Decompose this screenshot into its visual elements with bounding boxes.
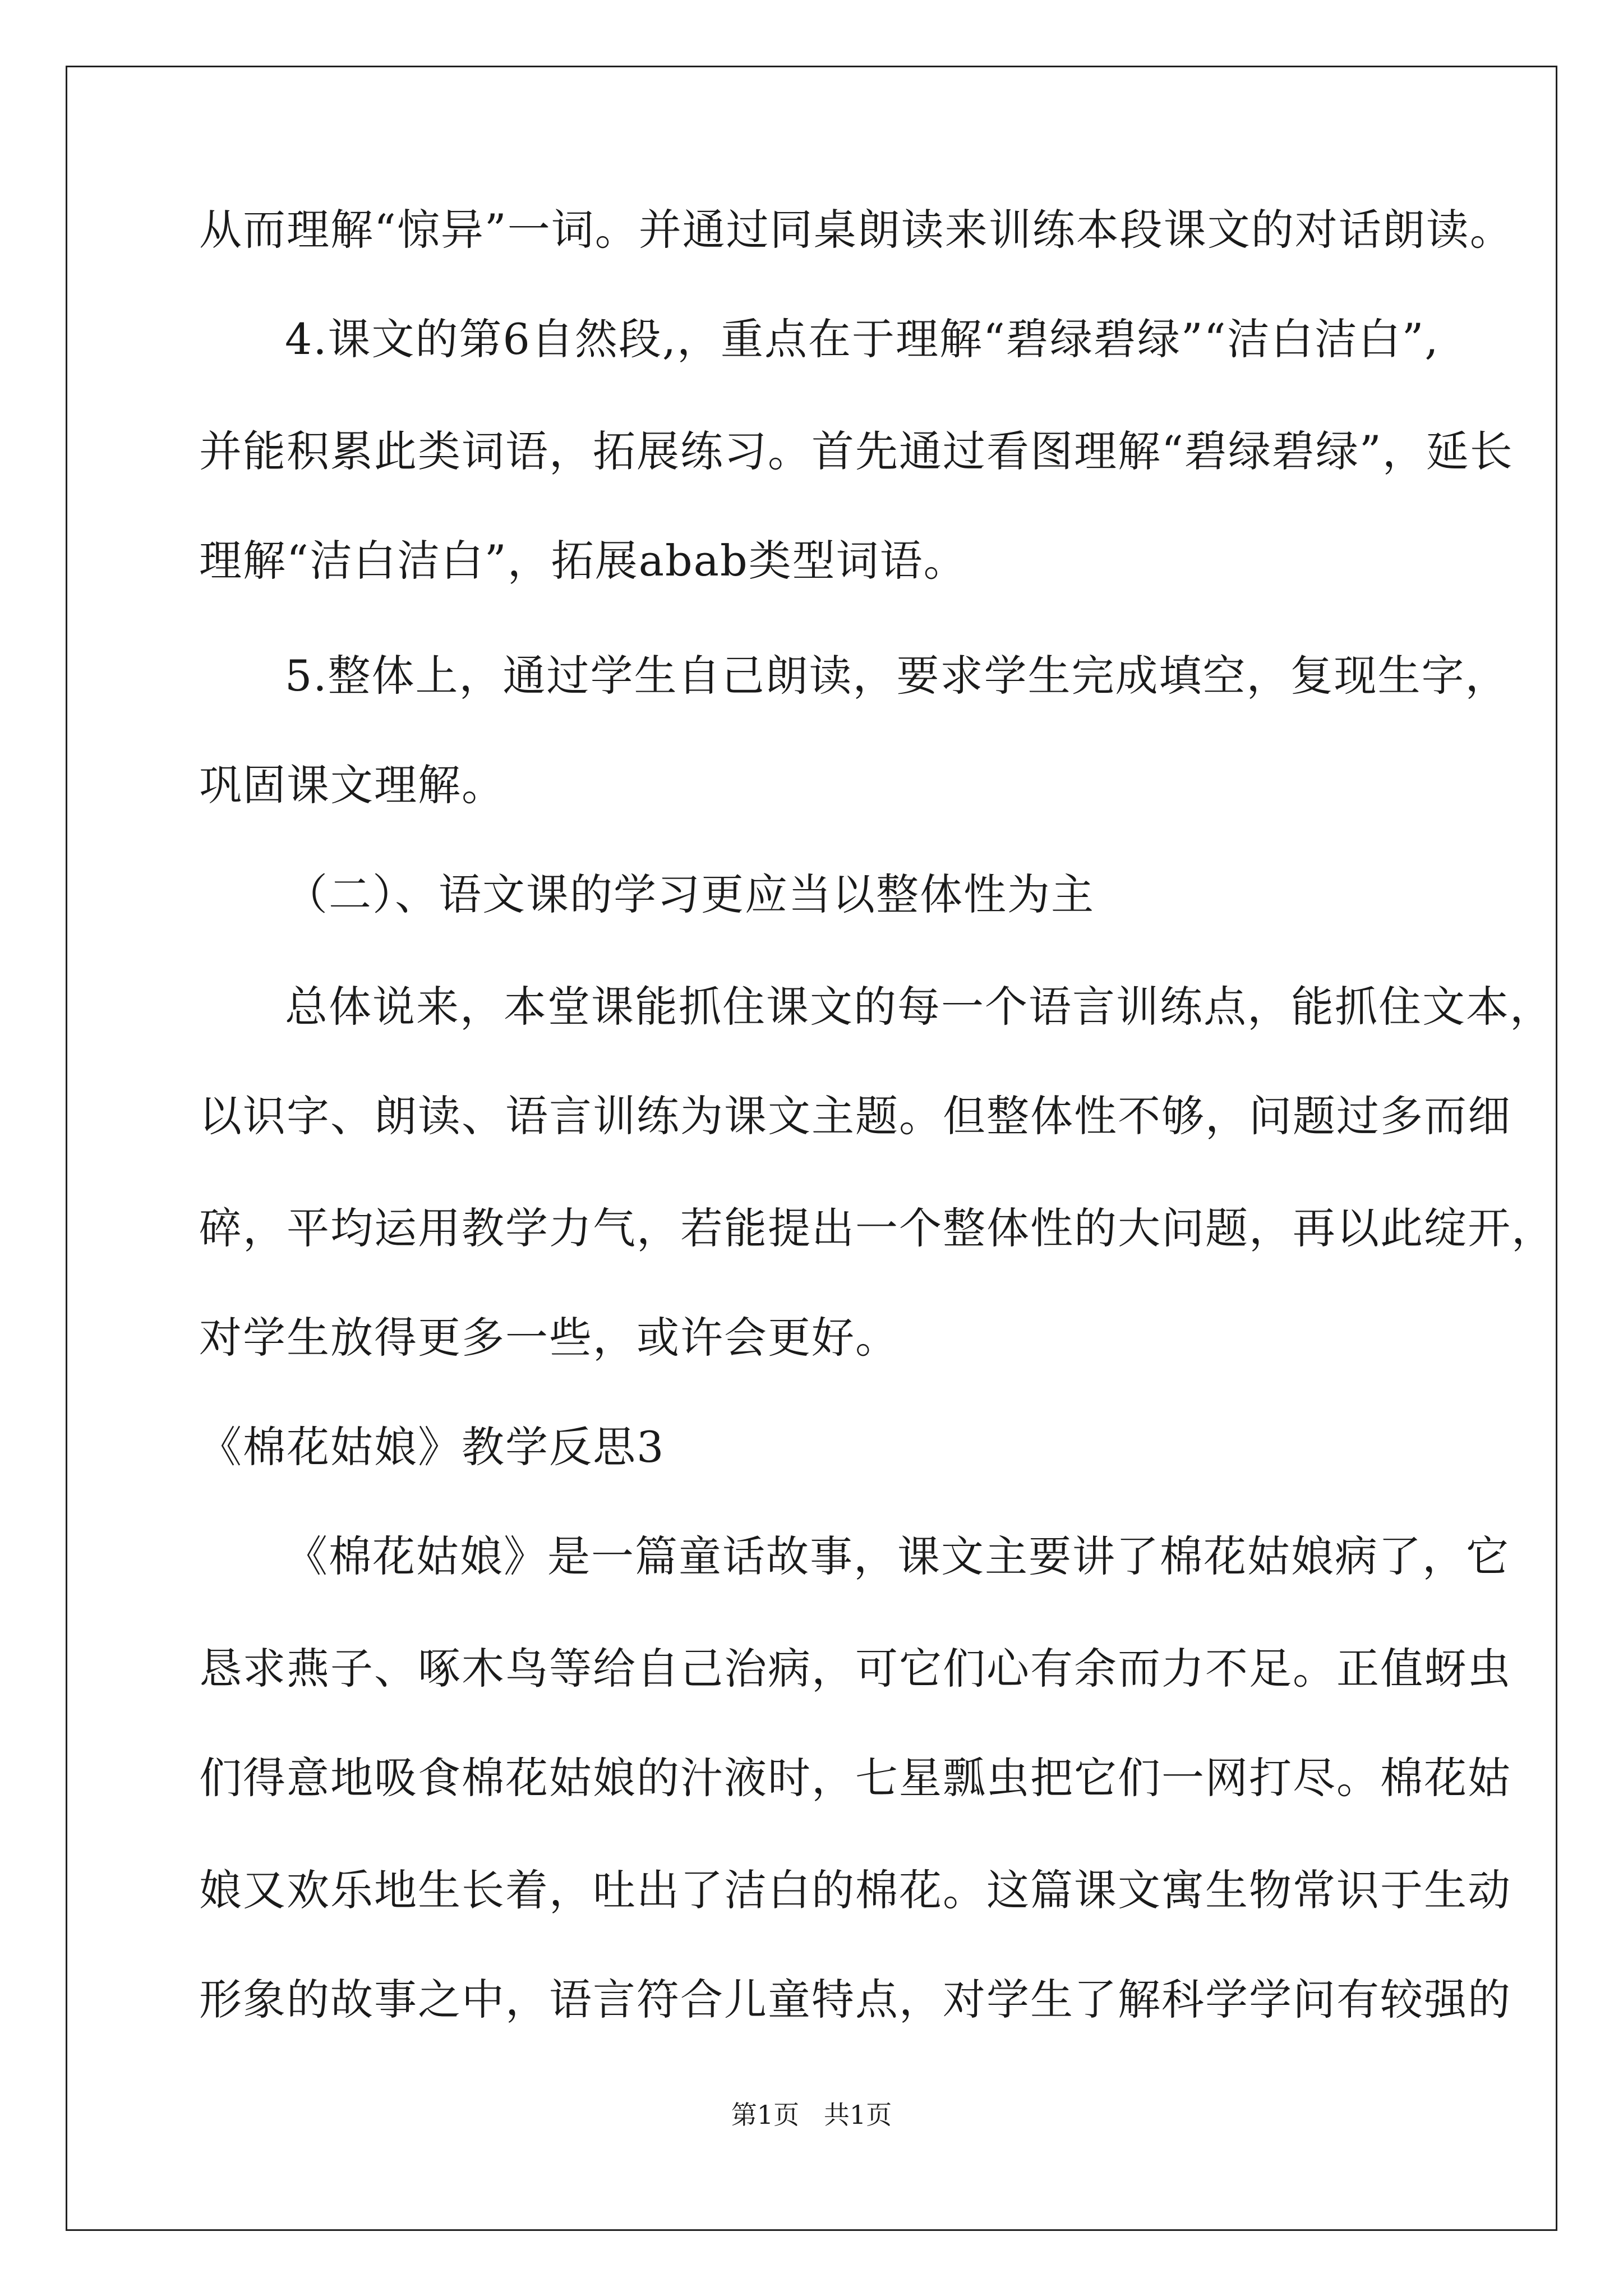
paragraph-line: 5.整体上，通过学生自己朗读，要求学生完成填空，复现生字， (285, 651, 1509, 701)
section-heading: （二）、语文课的学习更应当以整体性为主 (285, 869, 1095, 919)
paragraph-line: 巩固课文理解。 (199, 760, 505, 810)
paragraph-line: 总体说来，本堂课能抓住课文的每一个语言训练点，能抓住文本， (285, 982, 1553, 1032)
paragraph-line: 《棉花姑娘》是一篇童话故事，课文主要讲了棉花姑娘病了，它 (285, 1531, 1510, 1581)
paragraph-line: 并能积累此类词语，拓展练习。首先通过看图理解“碧绿碧绿”，延长 (199, 426, 1514, 476)
paragraph-line: 从而理解“惊异”一词。并通过同桌朗读来训练本段课文的对话朗读。 (199, 205, 1514, 255)
paragraph-line: 以识字、朗读、语言训练为课文主题。但整体性不够，问题过多而细 (199, 1091, 1511, 1141)
paragraph-line: 碎，平均运用教学力气，若能提出一个整体性的大问题，再以此绽开， (199, 1203, 1555, 1253)
article-title: 《棉花姑娘》教学反思3 (199, 1422, 665, 1472)
paragraph-line: 理解“洁白洁白”，拓展abab类型词语。 (199, 536, 967, 586)
paragraph-line: 娘又欢乐地生长着，吐出了洁白的棉花。这篇课文寓生物常识于生动 (199, 1865, 1511, 1915)
page-footer: 第1页 共1页 (731, 2100, 892, 2130)
paragraph-line: 形象的故事之中，语言符合儿童特点，对学生了解科学学问有较强的 (199, 1975, 1511, 2024)
paragraph-line: 们得意地吸食棉花姑娘的汁液时，七星瓢虫把它们一网打尽。棉花姑 (199, 1753, 1511, 1803)
paragraph-line: 4.课文的第6自然段,，重点在于理解“碧绿碧绿”“洁白洁白”, (285, 314, 1440, 364)
paragraph-line: 对学生放得更多一些，或许会更好。 (199, 1313, 899, 1363)
paragraph-line: 恳求燕子、啄木鸟等给自己治病，可它们心有余而力不足。正值蚜虫 (199, 1644, 1511, 1694)
